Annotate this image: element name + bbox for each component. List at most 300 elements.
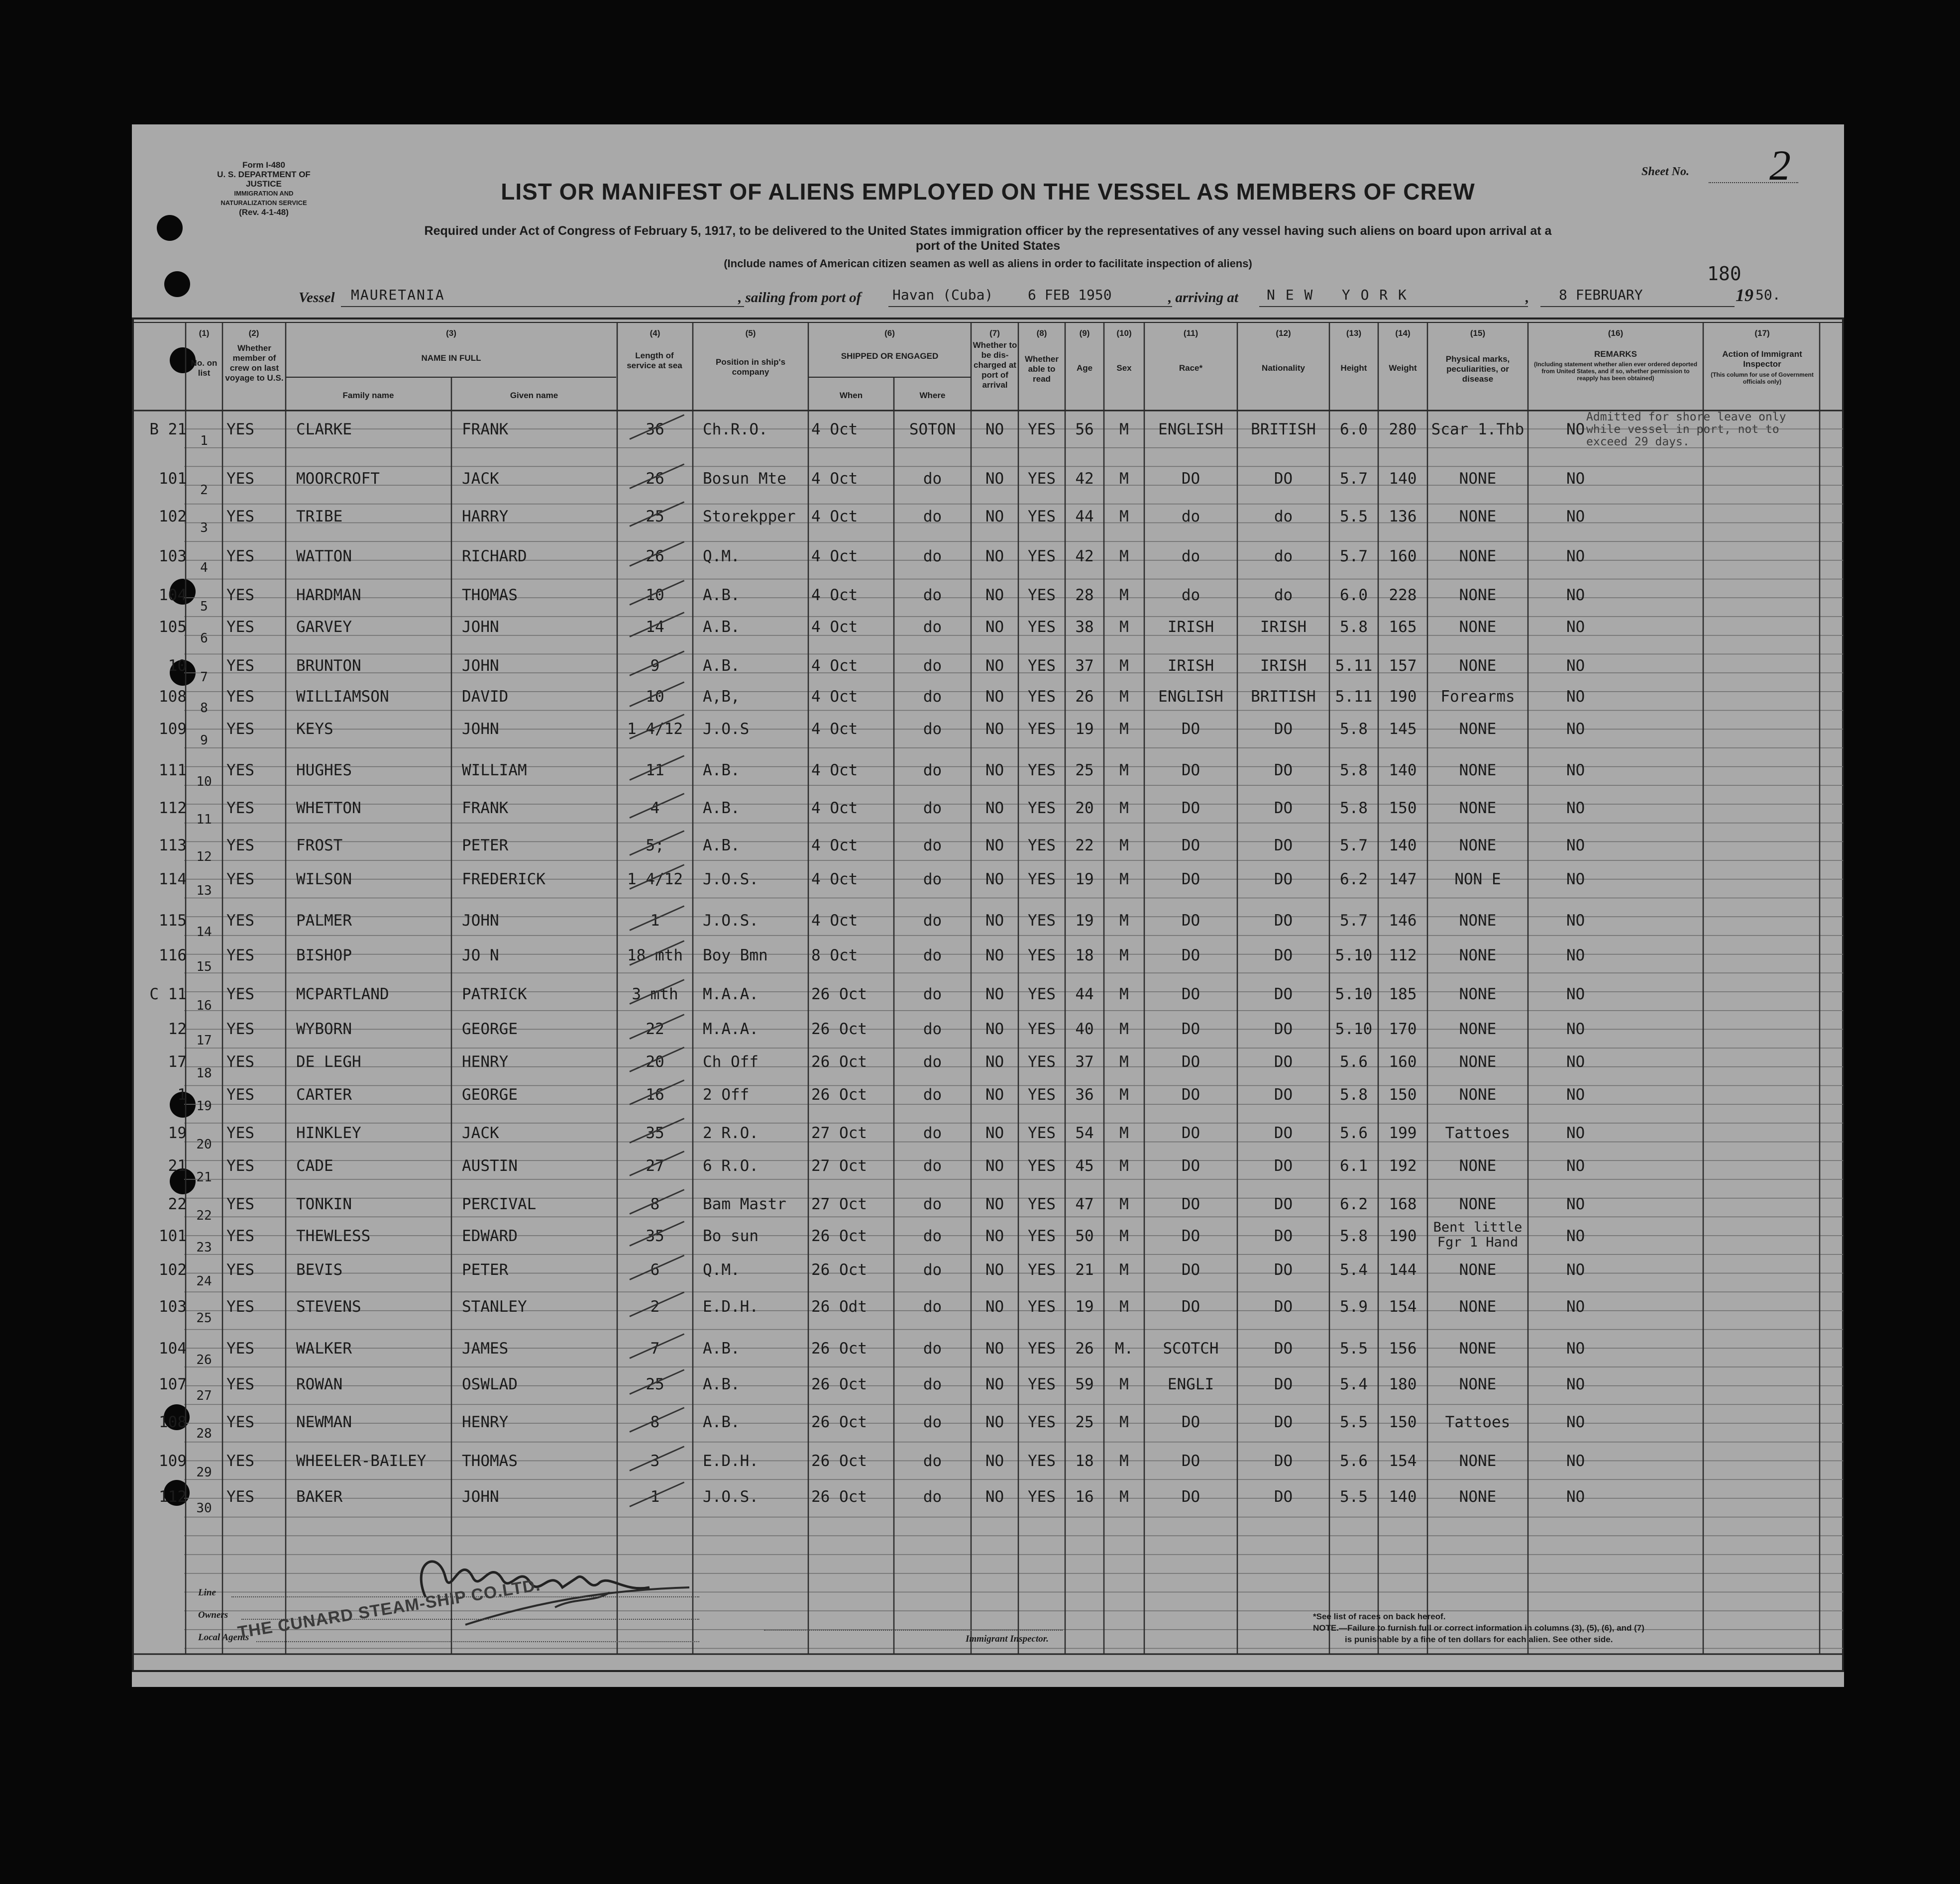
cell-age: 16 [1075,1488,1094,1506]
col16-header: REMARKS [1594,349,1637,359]
cell-last: YES [226,1375,254,1393]
cell-remarks: NO [1566,1053,1585,1071]
cell-marks: NONE [1459,799,1497,817]
cell-disch: NO [985,1261,1004,1279]
cell-age: 40 [1075,1020,1094,1038]
cell-height: 5.8 [1340,618,1368,636]
col14-num: (14) [1395,328,1411,338]
col4-num: (4) [650,328,660,338]
cell-nat: DO [1274,470,1293,488]
cell-no: 15 [196,959,212,974]
cell-race: DO [1181,946,1200,964]
cell-margin: 21 [168,1157,187,1175]
cell-disch: NO [985,761,1004,779]
cell-given: JOHN [462,912,499,930]
cell-given: PETER [462,837,509,854]
cell-read: YES [1028,657,1056,675]
cell-sex: M [1119,1157,1129,1175]
cell-sex: M [1119,657,1129,675]
cell-where: do [923,761,942,779]
subtitle-note: (Include names of American citizen seamen as well as aliens in order to facilitate inspection of aliens) [724,257,1252,270]
cell-sex: M [1119,1413,1129,1431]
cell-last: YES [226,1340,254,1358]
col14-header: Weight [1389,363,1417,373]
cell-last: YES [226,688,254,706]
cell-service: 35 [646,1227,664,1245]
cell-weight: 170 [1389,1020,1417,1038]
cell-race: IRISH [1167,657,1214,675]
cell-sex: M [1119,1124,1129,1142]
cell-weight: 228 [1389,586,1417,604]
cell-given: DAVID [462,688,509,706]
cell-where: do [923,1488,942,1506]
cell-marks: NONE [1459,837,1497,854]
cell-disch: NO [985,1340,1004,1358]
cell-last: YES [226,657,254,675]
cell-sex: M [1119,761,1129,779]
cell-when: 26 Oct [811,1020,867,1038]
cell-position: Ch.R.O. [703,420,768,438]
cell-race: DO [1181,1227,1200,1245]
cell-remarks: NO [1566,799,1585,817]
cell-sex: M [1119,1195,1129,1213]
cell-position: 6 R.O. [703,1157,759,1175]
cell-age: 56 [1075,420,1094,438]
cell-where: do [923,1020,942,1038]
cell-given: HENRY [462,1413,509,1431]
cell-sex: M [1119,508,1129,525]
cell-last: YES [226,870,254,888]
cell-margin: 17 [168,1053,187,1071]
cell-family: MCPARTLAND [296,985,389,1003]
sheet-no-value: 2 [1769,141,1791,189]
cell-where: do [923,586,942,604]
cell-height: 5.8 [1340,799,1368,817]
cell-last: YES [226,586,254,604]
cell-last: YES [226,761,254,779]
cell-sex: M [1119,1053,1129,1071]
cell-margin: 115 [159,912,187,930]
cell-given: OSWLAD [462,1375,518,1393]
cell-where: do [923,870,942,888]
cell-race: DO [1181,720,1200,738]
cell-when: 4 Oct [811,470,858,488]
cell-weight: 157 [1389,657,1417,675]
cell-age: 47 [1075,1195,1094,1213]
cell-age: 38 [1075,618,1094,636]
cell-margin: 114 [159,870,187,888]
cell-position: A.B. [703,657,740,675]
cell-when: 26 Oct [811,1452,867,1470]
cell-position: A,B, [703,688,740,706]
cell-no: 9 [200,733,208,748]
cell-read: YES [1028,1086,1056,1104]
cell-where: do [923,1195,942,1213]
cell-family: PALMER [296,912,352,930]
company-stamp: THE CUNARD STEAM-SHIP CO.LTD. [236,1575,542,1642]
cell-service: 8 [650,1195,660,1213]
cell-weight: 140 [1389,761,1417,779]
cell-age: 59 [1075,1375,1094,1393]
cell-read: YES [1028,761,1056,779]
cell-age: 44 [1075,985,1094,1003]
cell-sex: M [1119,1298,1129,1316]
cell-given: JACK [462,1124,499,1142]
cell-no: 27 [196,1388,212,1403]
cell-sex: M [1119,1086,1129,1104]
cell-height: 5.8 [1340,1227,1368,1245]
cell-height: 5.10 [1335,946,1373,964]
cell-height: 5.10 [1335,1020,1373,1038]
cell-given: WILLIAM [462,761,527,779]
col17-header: Action of Immigrant Inspector [1722,349,1802,369]
cell-family: WILLIAMSON [296,688,389,706]
cell-service: 26 [646,547,664,565]
cell-read: YES [1028,1020,1056,1038]
cell-weight: 168 [1389,1195,1417,1213]
cell-given: GEORGE [462,1020,518,1038]
cell-race: DO [1181,761,1200,779]
cell-margin: 105 [159,618,187,636]
cell-margin: C 11 [149,985,187,1003]
cell-when: 26 Oct [811,985,867,1003]
cell-position: A.B. [703,618,740,636]
cell-race: do [1181,586,1200,604]
cell-given: FRANK [462,420,509,438]
cell-service: 7 [650,1340,660,1358]
cell-position: 2 Off [703,1086,750,1104]
cell-marks: NONE [1459,1488,1497,1506]
sailing-port: Havan (Cuba) [892,287,993,303]
cell-service: 10 [646,688,664,706]
cell-when: 4 Oct [811,586,858,604]
cell-no: 24 [196,1274,212,1289]
cell-nat: do [1274,547,1293,565]
cell-service: 5; [646,837,664,854]
cell-margin: 103 [159,547,187,565]
cell-given: JACK [462,470,499,488]
cell-disch: NO [985,1452,1004,1470]
form-id-line: U. S. DEPARTMENT OF JUSTICE [217,170,311,189]
cell-disch: NO [985,1157,1004,1175]
cell-margin: 22 [168,1195,187,1213]
cell-service: 10 [646,586,664,604]
cell-family: KEYS [296,720,333,738]
col3-header: NAME IN FULL [421,353,481,363]
cell-read: YES [1028,508,1056,525]
cell-family: NEWMAN [296,1413,352,1431]
cell-family: TONKIN [296,1195,352,1213]
cell-disch: NO [985,1298,1004,1316]
col17-subheader: (This column for use of Government officials only) [1711,371,1814,385]
cell-remarks: NO [1566,470,1585,488]
cell-nat: DO [1274,1086,1293,1104]
arriving-port: N E W Y O R K [1267,287,1408,303]
cell-read: YES [1028,1195,1056,1213]
cell-race: DO [1181,1413,1200,1431]
cell-remarks: NO [1566,1157,1585,1175]
cell-marks: NONE [1459,586,1497,604]
cell-last: YES [226,1124,254,1142]
cell-read: YES [1028,985,1056,1003]
cell-sex: M [1119,586,1129,604]
cell-sex: M [1119,1452,1129,1470]
cell-remarks: NO [1566,1488,1585,1506]
inspector-label: Immigrant Inspector. [966,1634,1049,1644]
col6-num: (6) [884,328,895,338]
cell-no: 16 [196,998,212,1013]
cell-when: 4 Oct [811,547,858,565]
cell-where: do [923,1124,942,1142]
col2-num: (2) [248,328,259,338]
cell-family: WHETTON [296,799,361,817]
cell-read: YES [1028,1157,1056,1175]
cell-sex: M [1119,420,1129,438]
cell-disch: NO [985,547,1004,565]
col3-family-header: Family name [342,391,394,400]
cell-last: YES [226,1488,254,1506]
cell-given: JOHN [462,720,499,738]
inspector-signature-line [764,1630,1063,1631]
col6-where-header: Where [919,391,946,400]
cell-position: A.B. [703,586,740,604]
cell-remarks: NO [1566,1195,1585,1213]
cell-position: A.B. [703,761,740,779]
cell-where: do [923,688,942,706]
cell-margin: 116 [159,946,187,964]
col3-num: (3) [446,328,456,338]
cell-age: 25 [1075,761,1094,779]
cell-margin: 109 [159,1452,187,1470]
cell-last: YES [226,1020,254,1038]
cell-read: YES [1028,1488,1056,1506]
cell-given: PETER [462,1261,509,1279]
cell-weight: 145 [1389,720,1417,738]
cell-height: 5.6 [1340,1053,1368,1071]
cell-race: DO [1181,1195,1200,1213]
cell-age: 18 [1075,1452,1094,1470]
cell-family: STEVENS [296,1298,361,1316]
cell-no: 6 [200,631,208,646]
cell-margin: 12 [168,1020,187,1038]
cell-no: 1 [200,433,208,448]
cell-race: do [1181,547,1200,565]
page-title: LIST OR MANIFEST OF ALIENS EMPLOYED ON THE VESSEL AS MEMBERS OF CREW [501,179,1475,205]
cell-when: 8 Oct [811,946,858,964]
col13-num: (13) [1346,328,1362,338]
cell-height: 5.7 [1340,912,1368,930]
cell-margin: 104 [159,586,187,604]
cell-last: YES [226,470,254,488]
cell-age: 28 [1075,586,1094,604]
cell-service: 25 [646,1375,664,1393]
cell-last: YES [226,985,254,1003]
cell-sex: M [1119,1261,1129,1279]
cell-height: 5.8 [1340,1086,1368,1104]
cell-service: 26 [646,470,664,488]
cell-height: 5.7 [1340,470,1368,488]
cell-family: HUGHES [296,761,352,779]
cell-race: DO [1181,870,1200,888]
cell-disch: NO [985,799,1004,817]
cell-remarks: NO [1566,912,1585,930]
cell-position: J.O.S [703,720,750,738]
cell-marks: NONE [1459,1298,1497,1316]
cell-race: DO [1181,837,1200,854]
cell-weight: 146 [1389,912,1417,930]
cell-age: 42 [1075,470,1094,488]
cell-nat: DO [1274,1195,1293,1213]
cell-where: do [923,1053,942,1071]
cell-nat: DO [1274,1261,1293,1279]
cell-margin: 108 [159,688,187,706]
cell-remarks: NO [1566,657,1585,675]
cell-remarks: NO [1566,870,1585,888]
cell-no: 18 [196,1066,212,1081]
cell-given: GEORGE [462,1086,518,1104]
cell-remarks: NO [1566,688,1585,706]
cell-marks: NONE [1459,1157,1497,1175]
cell-given: STANLEY [462,1298,527,1316]
cell-race: DO [1181,1298,1200,1316]
cell-position: Bosun Mte [703,470,786,488]
cell-where: do [923,1375,942,1393]
cell-nat: DO [1274,1227,1293,1245]
cell-nat: IRISH [1260,618,1307,636]
vessel-name: MAURETANIA [351,287,445,303]
cell-where: do [923,1157,942,1175]
cell-sex: M [1119,688,1129,706]
cell-sex: M [1119,470,1129,488]
cell-marks: NONE [1459,1452,1497,1470]
cell-disch: NO [985,470,1004,488]
cell-race: DO [1181,470,1200,488]
cell-read: YES [1028,618,1056,636]
cell-sex: M [1119,1375,1129,1393]
cell-disch: NO [985,720,1004,738]
cell-when: 4 Oct [811,657,858,675]
cell-family: ROWAN [296,1375,343,1393]
cell-given: JOHN [462,657,499,675]
cell-position: J.O.S. [703,1488,759,1506]
cell-service: 1 [650,912,660,930]
col17-num: (17) [1754,328,1770,338]
cell-position: Storekpper [703,508,796,525]
cell-age: 19 [1075,870,1094,888]
cell-family: CLARKE [296,420,352,438]
cell-family: MOORCROFT [296,470,380,488]
cell-last: YES [226,1452,254,1470]
cell-disch: NO [985,1488,1004,1506]
cell-read: YES [1028,1375,1056,1393]
cell-disch: NO [985,912,1004,930]
cell-where: SOTON [909,420,956,438]
cell-marks: NONE [1459,720,1497,738]
cell-race: DO [1181,799,1200,817]
cell-height: 5.5 [1340,508,1368,525]
cell-no: 26 [196,1353,212,1367]
cell-read: YES [1028,586,1056,604]
cell-age: 19 [1075,720,1094,738]
form-id-line: Form I-480 [242,160,285,170]
cell-where: do [923,720,942,738]
cell-height: 5.5 [1340,1413,1368,1431]
cell-where: do [923,618,942,636]
cell-marks: NONE [1459,1340,1497,1358]
cell-age: 18 [1075,946,1094,964]
cell-family: HINKLEY [296,1124,361,1142]
cell-height: 5.11 [1335,688,1373,706]
cell-family: TRIBE [296,508,343,525]
cell-disch: NO [985,420,1004,438]
cell-service: 9 [650,657,660,675]
cell-disch: NO [985,837,1004,854]
cell-family: HARDMAN [296,586,361,604]
cell-family: BISHOP [296,946,352,964]
cell-margin: 111 [159,761,187,779]
cell-age: 54 [1075,1124,1094,1142]
cell-last: YES [226,420,254,438]
cell-height: 5.6 [1340,1124,1368,1142]
cell-nat: DO [1274,837,1293,854]
cell-marks: NONE [1459,1195,1497,1213]
cell-marks: NONE [1459,470,1497,488]
cell-no: 10 [196,774,212,789]
cell-when: 4 Oct [811,618,858,636]
cell-remarks: NO [1566,1261,1585,1279]
cell-sex: M [1119,1227,1129,1245]
subtitle: port of the United States [915,239,1061,253]
cell-service: 1 4/12 [627,720,683,738]
cell-service: 11 [646,761,664,779]
cell-where: do [923,799,942,817]
cell-read: YES [1028,420,1056,438]
cell-no: 28 [196,1426,212,1441]
cell-read: YES [1028,1340,1056,1358]
cell-height: 5.4 [1340,1261,1368,1279]
cell-weight: 160 [1389,1053,1417,1071]
cell-nat: do [1274,508,1293,525]
cell-weight: 140 [1389,1488,1417,1506]
col3-given-header: Given name [510,391,558,400]
cell-no: 30 [196,1501,212,1516]
cell-race: ENGLI [1167,1375,1214,1393]
cell-given: AUSTIN [462,1157,518,1175]
cell-height: 5.7 [1340,837,1368,854]
cell-weight: 280 [1389,420,1417,438]
cell-when: 4 Oct [811,720,858,738]
cell-remarks: NO [1566,1020,1585,1038]
cell-age: 26 [1075,688,1094,706]
cell-remarks: NO [1566,1340,1585,1358]
cell-when: 26 Oct [811,1488,867,1506]
cell-height: 6.0 [1340,586,1368,604]
cell-weight: 156 [1389,1340,1417,1358]
cell-when: 4 Oct [811,761,858,779]
cell-height: 5.5 [1340,1488,1368,1506]
cell-weight: 199 [1389,1124,1417,1142]
col10-header: Sex [1116,363,1132,373]
cell-height: 5.9 [1340,1298,1368,1316]
cell-race: ENGLISH [1158,688,1223,706]
cell-when: 4 Oct [811,420,858,438]
cell-margin: 103 [159,1298,187,1316]
form-id-line: IMMIGRATION AND NATURALIZATION SERVICE [220,190,307,207]
cell-race: DO [1181,1452,1200,1470]
cell-read: YES [1028,1413,1056,1431]
cell-given: RICHARD [462,547,527,565]
cell-age: 20 [1075,799,1094,817]
